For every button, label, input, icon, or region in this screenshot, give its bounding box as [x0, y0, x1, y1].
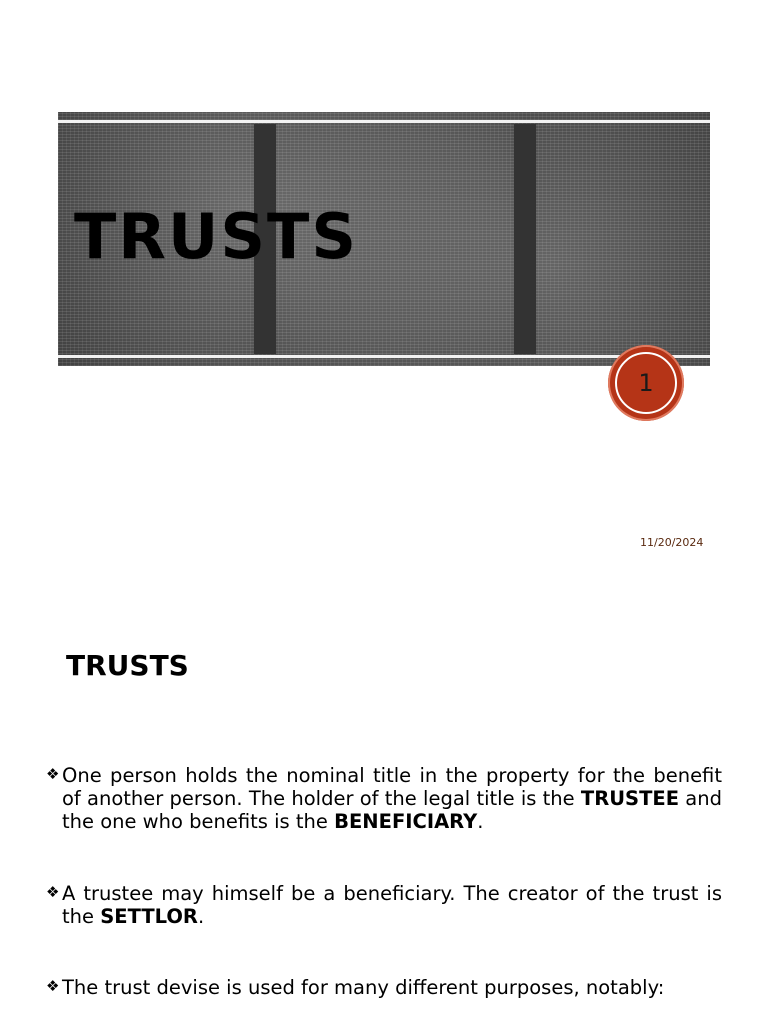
diamond-bullet-icon: ❖	[46, 765, 60, 783]
term-trustee: TRUSTEE	[580, 787, 680, 810]
slide-number: 1	[638, 369, 654, 397]
slide-number-badge	[608, 345, 684, 421]
banner-divider-2	[514, 124, 536, 354]
diamond-bullet-icon: ❖	[46, 883, 60, 901]
slide-date: 11/20/2024	[640, 536, 704, 549]
bullet-text: .	[477, 810, 484, 833]
bullet-text: The trust devise is used for many different purposes, notably:	[62, 976, 665, 999]
bullet-item	[46, 976, 722, 999]
term-settlor: SETTLOR	[100, 905, 198, 928]
bullet-text: A trustee may himself be a beneficiary. The creator of the trust is the	[62, 882, 722, 928]
bullet-item	[46, 764, 722, 833]
term-beneficiary: BENEFICIARY	[334, 810, 478, 833]
bullet-item	[46, 882, 722, 928]
slide-title: TRUSTS	[74, 200, 358, 273]
banner-top-line	[58, 120, 710, 123]
section-heading: TRUSTS	[66, 649, 189, 682]
bullet-text: One person holds the nominal title in the property for the benefit of another person. The holder of the legal title is the	[62, 764, 722, 810]
bullet-text: and the one who benefits is the	[62, 787, 722, 833]
bullet-text: .	[197, 905, 205, 928]
diamond-bullet-icon: ❖	[46, 977, 60, 995]
